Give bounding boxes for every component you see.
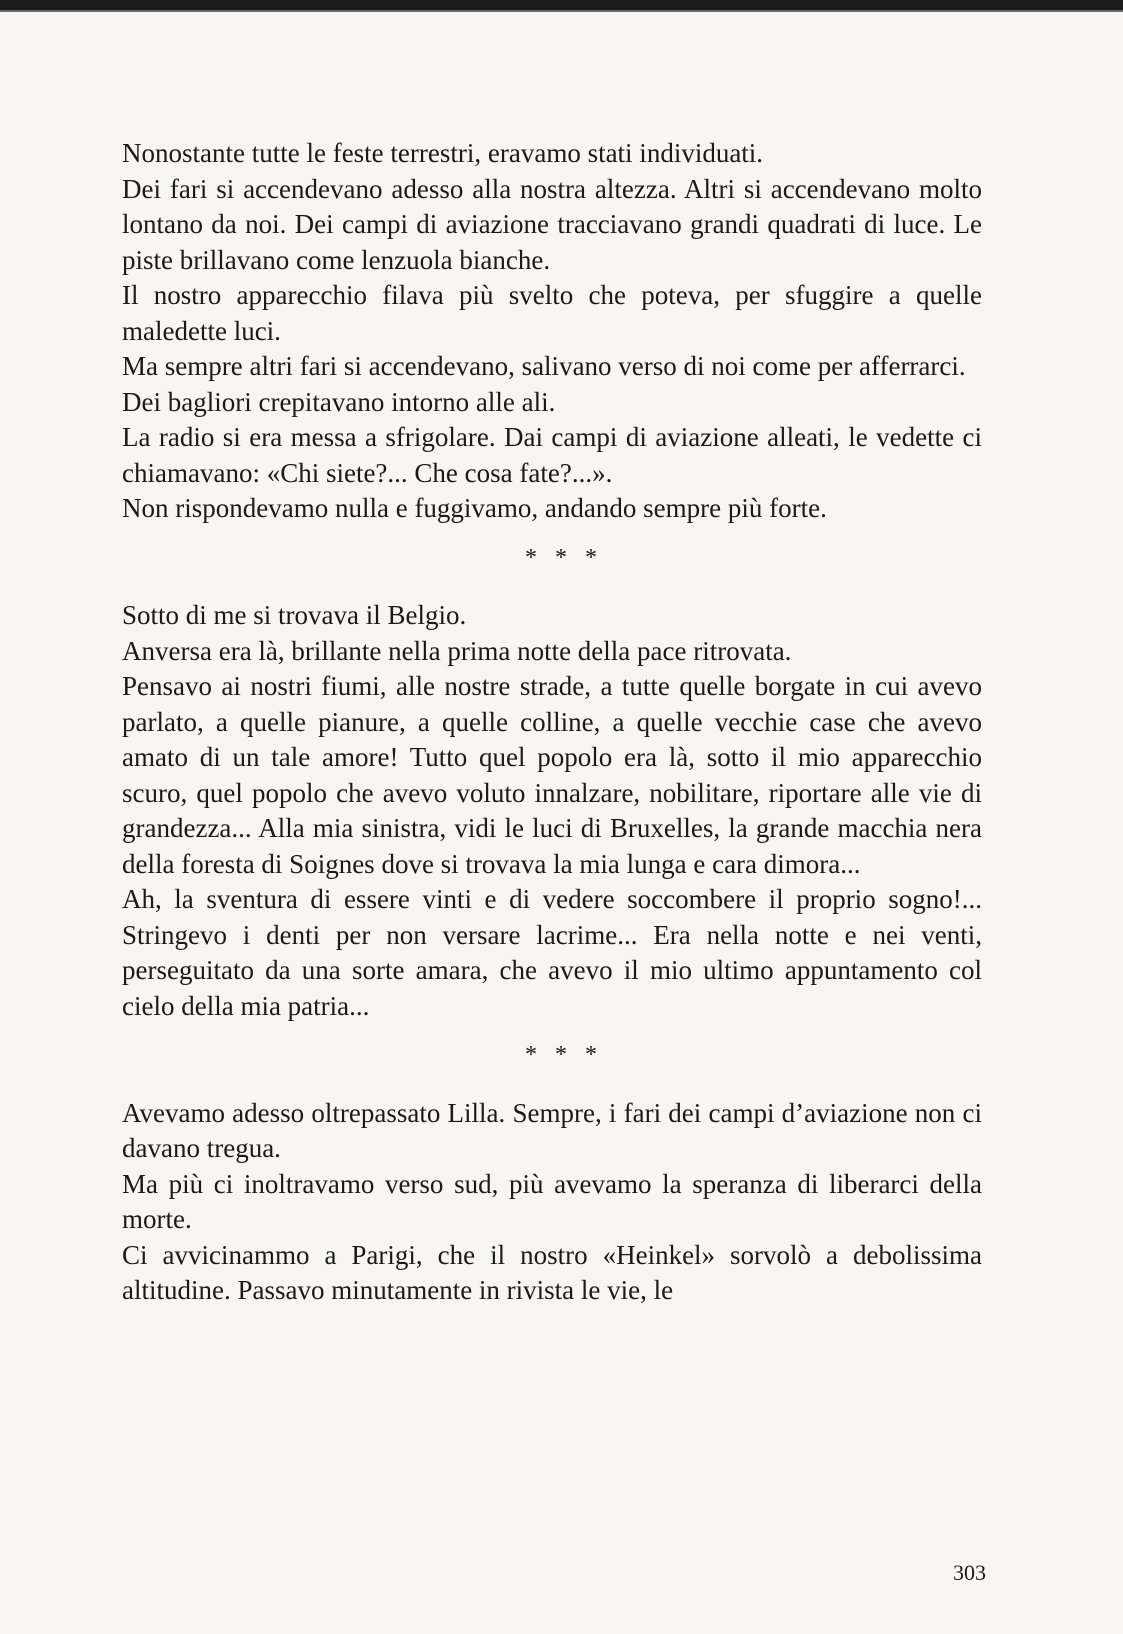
paragraph-8: Sotto di me si trovava il Belgio. [122,600,467,630]
section-separator-2: * * * [525,1042,603,1068]
page-number: 303 [953,1560,986,1585]
paragraph-10: Pensavo ai nostri fiumi, alle nostre strade, a tutte quelle borgate in cui avevo parlato, a quelle pianure, a quelle colline, a quelle vecchie case che avevo amato di un tale amore! Tutto quel popolo era là, sotto il mio apparecchio scuro, quel popolo che avevo voluto innalzare, nobilitare, riportare alle vie di grandezza... Alla mia sinistra, vidi le luci di Bruxelles, la grande macchia nera della foresta di Soignes dove si trovava la mia lunga e cara dimora... [122,671,982,879]
paragraph-6: La radio si era messa a sfrigolare. Dai campi di aviazione alleati, le vedette ci chiamavano: «Chi siete?... Che cosa fate?...». [122,422,982,488]
paragraph-3: Il nostro apparecchio filava più svelto che poteva, per sfuggire a quelle maledette luci. [122,280,982,346]
paragraph-4: Ma sempre altri fari si accendevano, salivano verso di noi come per afferrarci. [122,351,966,381]
section-separator-1: * * * [525,544,603,571]
page-body [122,136,982,1309]
paragraph-12: Avevamo adesso oltrepassato Lilla. Sempre, i fari dei campi d’aviazione non ci davano tregua. [122,1097,982,1163]
paragraph-11: Ah, la sventura di essere vinti e di vedere soccombere il proprio sogno!... Stringevo i denti per non versare lacrime... Era nella notte e nei venti, perseguitato da una sorte amara, che avevo il mio ultimo appuntamento col cielo della mia patria... [122,884,982,1021]
paragraph-13: Ma più ci inoltravamo verso sud, più avevamo la speranza di liberarci della morte. [122,1168,982,1234]
paragraph-5: Dei bagliori crepitavano intorno alle ali. [122,386,556,417]
paragraph-7: Non rispondevamo nulla e fuggivamo, andando sempre più forte. [122,493,827,523]
top-border-rule [0,0,1123,10]
top-border-shadow [0,10,1123,12]
paragraph-1: Nonostante tutte le feste terrestri, eravamo stati individuati. [122,138,764,168]
paragraph-2: Dei fari si accendevano adesso alla nostra altezza. Altri si accendevano molto lontano da noi. Dei campi di aviazione tracciavano grandi quadrati di luce. Le piste brillavano come lenzuola bianche. [122,173,982,275]
paragraph-9: Anversa era là, brillante nella prima notte della pace ritrovata. [122,635,792,666]
paragraph-14: Ci avvicinammo a Parigi, che il nostro «Heinkel» sorvolò a debolissima altitudine. Passavo minutamente in rivista le vie, le [122,1239,982,1305]
